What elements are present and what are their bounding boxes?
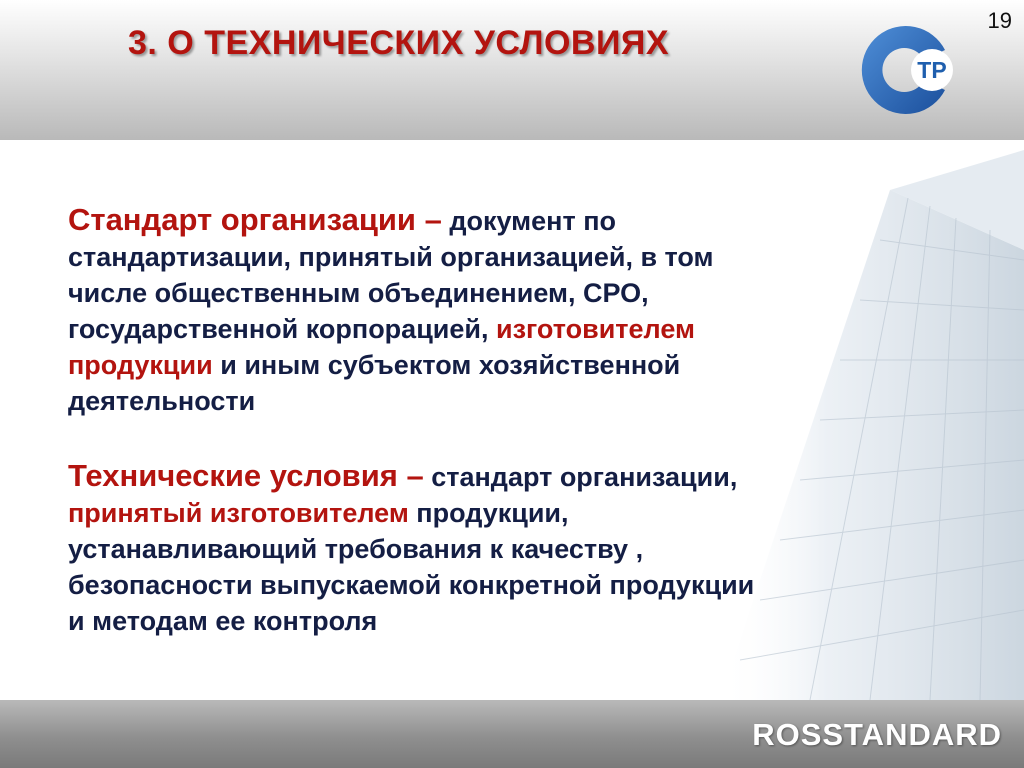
definition-dash: –	[416, 202, 442, 237]
highlighted-text: изготовителем	[496, 314, 695, 344]
page-number: 19	[987, 8, 1012, 33]
definition-line	[68, 458, 968, 495]
definition-standard-organization	[68, 202, 968, 419]
definition-line: стандартизации, принятый организацией, в том	[68, 242, 714, 272]
definition-line: числе общественным объединением, СРО,	[68, 278, 649, 308]
definition-term: Стандарт организации	[68, 202, 416, 237]
definition-text: стандарт организации,	[423, 462, 738, 492]
definition-text: документ по	[441, 206, 616, 236]
slide-footer	[0, 700, 1024, 768]
logo-text: ТР	[917, 57, 947, 83]
highlighted-text: продукции	[68, 350, 213, 380]
ctr-logo-icon	[858, 20, 958, 120]
definition-technical-conditions	[68, 458, 968, 639]
definition-line	[68, 311, 968, 347]
definition-line	[68, 202, 968, 239]
definition-line: устанавливающий требования к качеству ,	[68, 534, 644, 564]
definition-line: безопасности выпускаемой конкретной продукции	[68, 570, 755, 600]
definition-dash: –	[397, 458, 424, 493]
definition-text: государственной корпорацией,	[68, 314, 497, 344]
slide-content	[0, 140, 1024, 700]
definition-line	[68, 347, 968, 383]
highlighted-text: принятый изготовителем	[68, 498, 409, 528]
definition-term: Технические условия	[68, 458, 398, 493]
definition-line	[68, 495, 968, 531]
definition-text: и иным субъектом хозяйственной	[212, 350, 681, 380]
page-title: 3. О ТЕХНИЧЕСКИХ УСЛОВИЯХ	[128, 24, 670, 62]
definition-line: и методам ее контроля	[68, 606, 378, 636]
brand-wordmark: ROSSTANDARD	[752, 717, 1002, 752]
slide-header	[0, 0, 1024, 140]
definition-text: продукции,	[408, 498, 569, 528]
definition-line: деятельности	[68, 386, 256, 416]
